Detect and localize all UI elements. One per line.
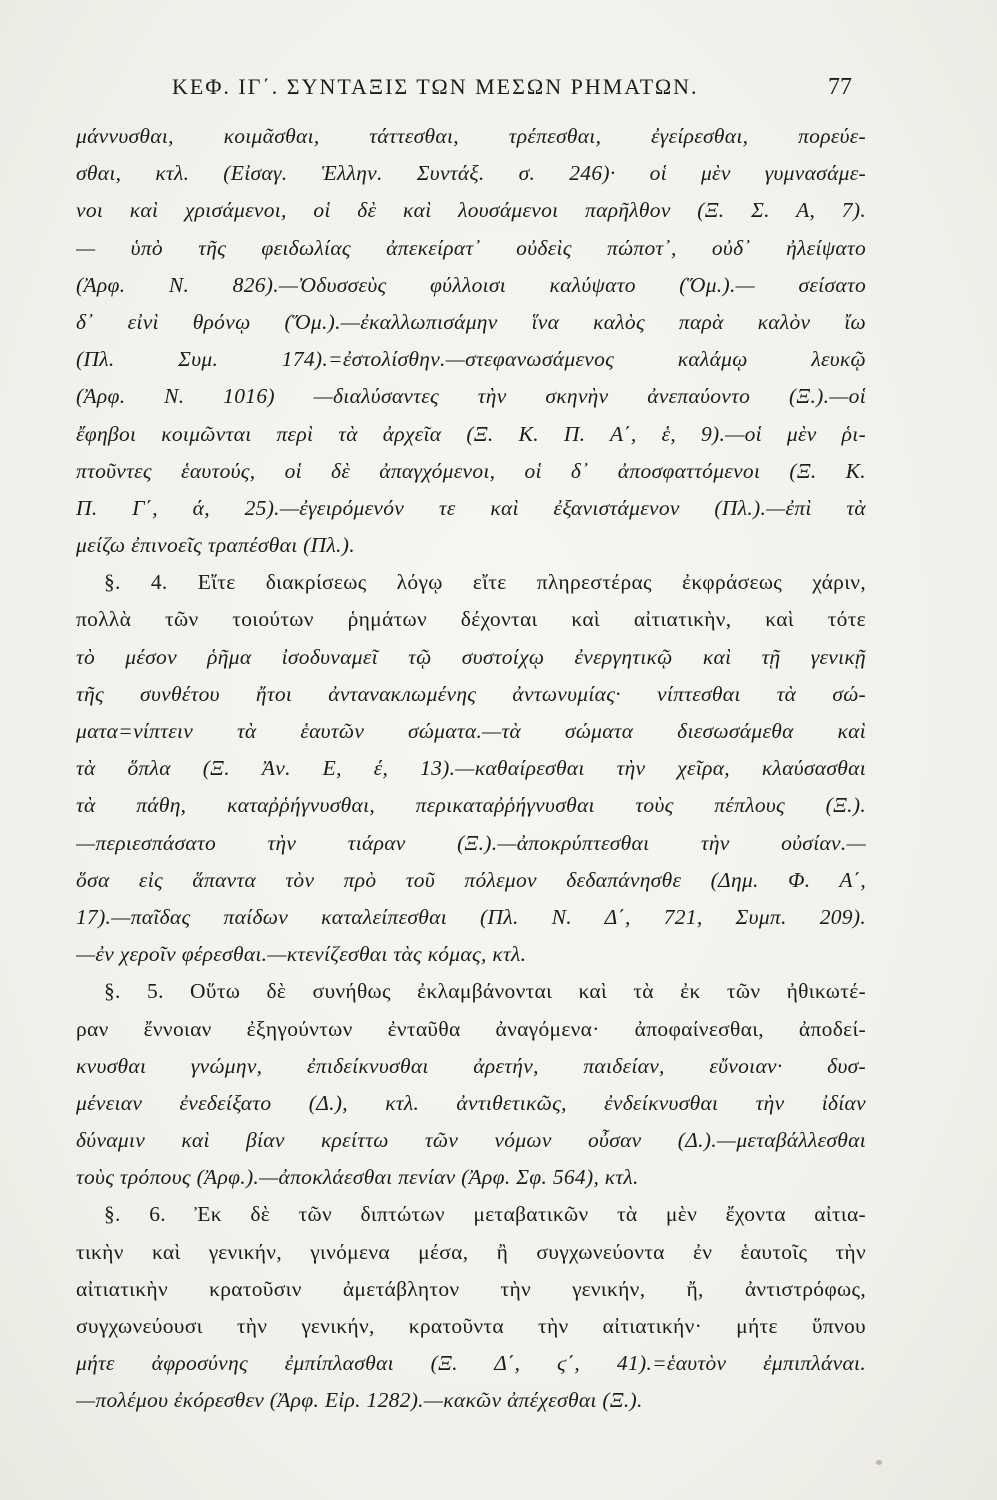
page-header bbox=[172, 74, 852, 108]
text-line: ραν ἔννοιαν ἐξηγούντων ἐνταῦθα ἀναγόμενα· ἀποφαίνεσθαι, ἀποδεί- bbox=[76, 1016, 866, 1041]
text-line: αἰτιατικὴν κρατοῦσιν ἀμετάβλητον τὴν γενικήν, ἤ, ἀντιστρόφως, bbox=[76, 1276, 866, 1301]
text-line: ἔφηβοι κοιμῶνται περὶ τὰ ἀρχεῖα (Ξ. Κ. Π. Α΄, ἑ, 9).—οἱ μὲν ῥι- bbox=[76, 421, 866, 446]
text-line: —πολέμου ἐκόρεσθεν (Ἀρφ. Εἰρ. 1282).—κακῶν ἀπέχεσθαι (Ξ.). bbox=[76, 1388, 643, 1413]
text-line: (Ἀρφ. Ν. 1016) —διαλύσαντες τὴν σκηνὴν ἀνεπαύοντο (Ξ.).—οἱ bbox=[76, 384, 866, 409]
paragraph-5-start: §. 5. Οὕτω δὲ συνήθως ἐκλαμβάνονται καὶ τὰ ἐκ τῶν ἠθικωτέ- bbox=[104, 979, 866, 1004]
text-line: τὸ μέσον ῥῆμα ἰσοδυναμεῖ τῷ συστοίχῳ ἐνεργητικῷ καὶ τῇ γενικῇ bbox=[76, 644, 866, 669]
text-line: ματα=νίπτειν τὰ ἑαυτῶν σώματα.—τὰ σώματα διεσωσάμεθα καὶ bbox=[76, 719, 866, 743]
paragraph-6-start: §. 6. Ἐκ δὲ τῶν διπτώτων μεταβατικῶν τὰ μὲν ἔχοντα αἰτια- bbox=[104, 1202, 866, 1227]
text-line: τὰ ὅπλα (Ξ. Ἀν. Ε, έ, 13).—καθαίρεσθαι τὴν χεῖρα, κλαύσασθαι bbox=[76, 756, 866, 781]
text-line: τικὴν καὶ γενικήν, γινόμενα μέσα, ἢ συγχωνεύοντα ἐν ἑαυτοῖς τὴν bbox=[76, 1239, 866, 1264]
body-text bbox=[76, 118, 866, 1420]
text-line: νοι καὶ χρισάμενοι, οἱ δὲ καὶ λουσάμενοι παρῆλθον (Ξ. Σ. Α, 7). bbox=[76, 198, 866, 223]
paper-spot bbox=[876, 1460, 882, 1465]
text-line: (Ἀρφ. Ν. 826).—Ὀδυσσεὺς φύλλοισι καλύψατο (Ὅμ.).— σείσατο bbox=[76, 272, 866, 297]
text-line: μάννυσθαι, κοιμᾶσθαι, τάττεσθαι, τρέπεσθαι, ἐγείρεσθαι, πορεύε- bbox=[76, 124, 866, 148]
text-line: πολλὰ τῶν τοιούτων ῥημάτων δέχονται καὶ αἰτιατικὴν, καὶ τότε bbox=[76, 607, 866, 632]
text-line: δύναμιν καὶ βίαν κρείττω τῶν νόμων οὖσαν (Δ.).—μεταβάλλεσθαι bbox=[76, 1128, 866, 1153]
text-line: σθαι, κτλ. (Εἰσαγ. Ἑλλην. Συντάξ. σ. 246)· οἱ μὲν γυμνασάμε- bbox=[76, 161, 866, 186]
text-line: — ὑπὸ τῆς φειδωλίας ἀπεκείρατ᾿ οὐδεὶς πώποτ᾿, οὐδ᾿ ἠλείψατο bbox=[76, 235, 866, 260]
text-line: τοὺς τρόπους (Ἀρφ.).—ἀποκλάεσθαι πενίαν (Ἀρφ. Σφ. 564), κτλ. bbox=[76, 1165, 639, 1190]
text-line: κνυσθαι γνώμην, ἐπιδείκνυσθαι ἀρετήν, παιδείαν, εὔνοιαν· δυσ- bbox=[76, 1053, 866, 1078]
text-line: ὅσα εἰς ἅπαντα τὸν πρὸ τοῦ πόλεμον δεδαπάνησθε (Δημ. Φ. Α΄, bbox=[76, 867, 866, 892]
text-line: μείζω ἐπινοεῖς τραπέσθαι (Πλ.). bbox=[76, 533, 355, 558]
text-line: μήτε ἀφροσύνης ἐμπίπλασθαι (Ξ. Δ΄, ϛ΄, 41).=ἑαυτὸν ἐμπιπλάναι. bbox=[76, 1351, 866, 1376]
text-line: τῆς συνθέτου ἤτοι ἀνταναклωμένης ἀντωνυμίας· νίπτεσθαι τὰ σώ- bbox=[76, 681, 866, 706]
page-number: 77 bbox=[828, 74, 852, 100]
text-line: —ἐν χεροῖν φέρεσθαι.—κτενίζεσθαι τὰς κόμας, κτλ. bbox=[76, 942, 527, 967]
text-line: συγχωνεύουσι τὴν γενικήν, κρατοῦντα τὴν αἰτιατικήν· μήτε ὕπνου bbox=[76, 1314, 866, 1338]
running-head: ΚΕΦ. ΙΓ΄. ΣΥΝΤΑΞΙΣ ΤΩΝ ΜΕΣΩΝ ΡΗΜΑΤΩΝ. bbox=[172, 74, 699, 99]
text-line: —περιεσπάσατο τὴν τιάραν (Ξ.).—ἀποκρύπτεσθαι τὴν οὐσίαν.— bbox=[76, 830, 866, 855]
text-line: (Πλ. Συμ. 174).=ἐστολίσθην.—στεφανωσάμενος καλάμῳ λευκῷ bbox=[76, 347, 866, 372]
text-line: Π. Γ΄, ά, 25).—ἐγειρόμενόν τε καὶ ἐξανιστάμενον (Πλ.).—ἐπὶ τὰ bbox=[76, 495, 866, 520]
text-line: μένειαν ἐνεδείξατο (Δ.), κτλ. ἀντιθετικῶς, ἐνδείκνυσθαι τὴν ἰδίαν bbox=[76, 1090, 866, 1115]
text-line: δ᾿ εἰνὶ θρόνῳ (Ὅμ.).—ἐκαλλωπισάμην ἵνα καλὸς παρὰ καλὸν ἴω bbox=[76, 309, 866, 334]
text-line: 17).—παῖδας παίδων καταλείπεσθαι (Πλ. Ν. Δ΄, 721, Συμπ. 209). bbox=[76, 904, 866, 929]
text-line: τὰ πάθη, καταῤῥήγνυσθαι, περικαταῤῥήγνυσθαι τοὺς πέπλους (Ξ.). bbox=[76, 793, 866, 818]
paragraph-4-start: §. 4. Εἴτε διακρίσεως λόγῳ εἴτε πληρεστέρας ἐκφράσεως χάριν, bbox=[104, 570, 866, 595]
text-line: πτοῦντες ἑαυτούς, οἱ δὲ ἀπαγχόμενοι, οἱ δ᾿ ἀποσφαττόμενοι (Ξ. Κ. bbox=[76, 458, 866, 483]
